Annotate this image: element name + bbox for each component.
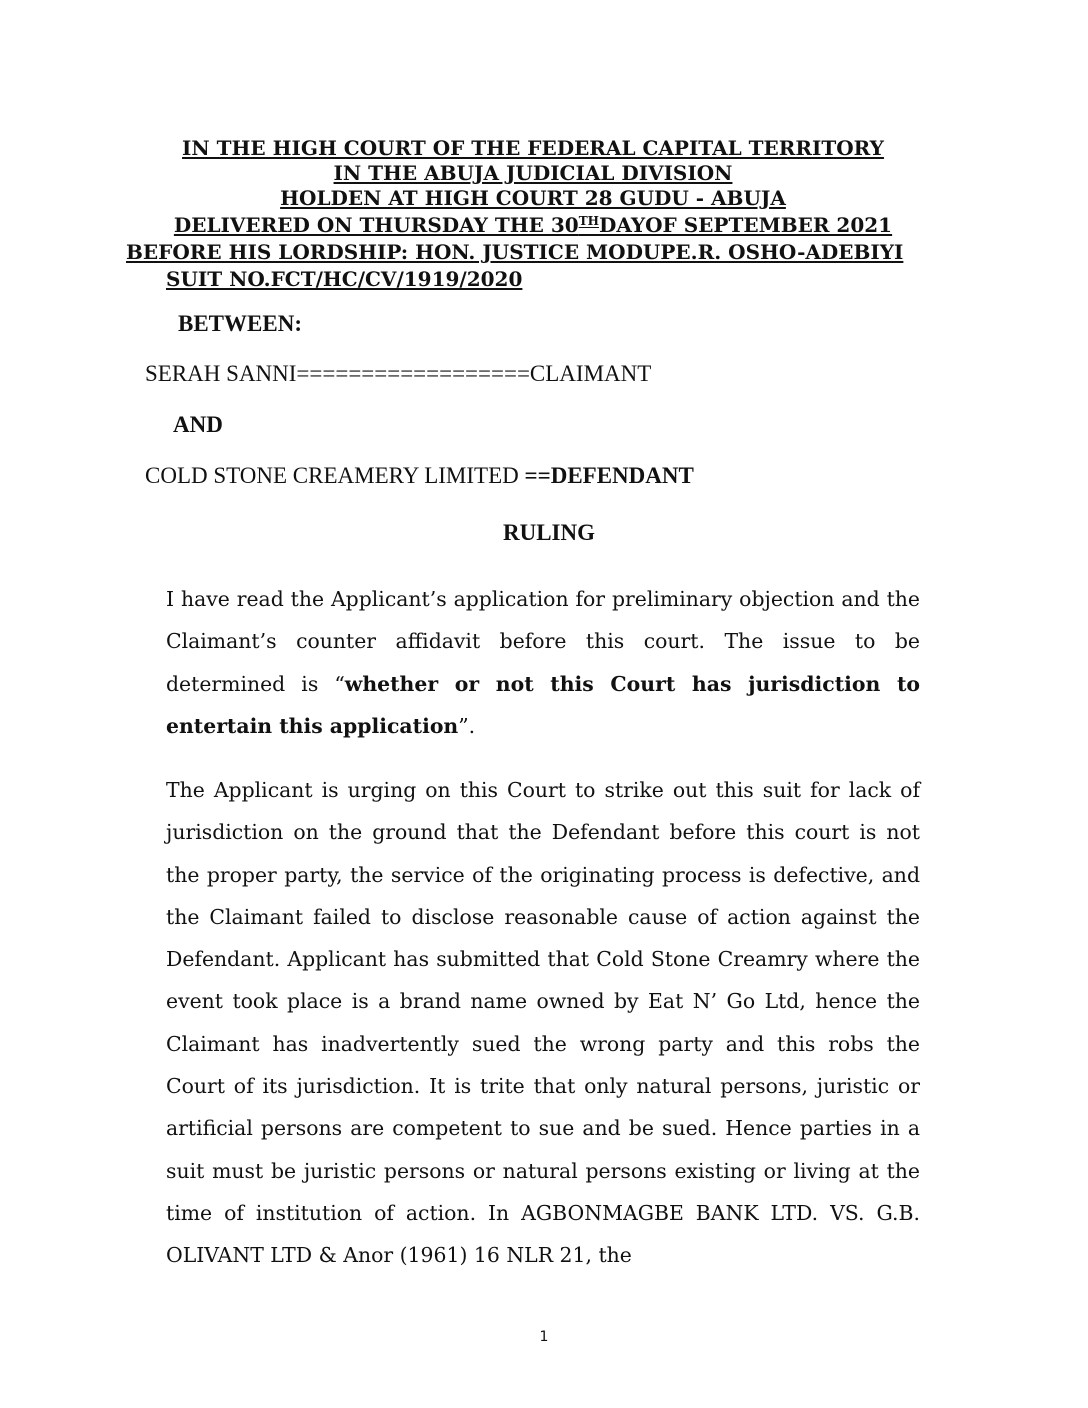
ruling-paragraph-1 bbox=[166, 578, 920, 747]
and-label: AND bbox=[173, 412, 223, 437]
delivery-date bbox=[0, 213, 1066, 237]
ruling-title: RULING bbox=[502, 520, 595, 545]
court-title: IN THE HIGH COURT OF THE FEDERAL CAPITAL TERRITORY bbox=[182, 136, 884, 160]
delivery-date-prefix: DELIVERED ON THURSDAY THE 30 bbox=[173, 213, 579, 237]
defendant-role: ==DEFENDANT bbox=[524, 463, 694, 488]
page-number: 1 bbox=[539, 1329, 549, 1345]
paragraph-1-closing: ”. bbox=[458, 713, 476, 738]
delivery-date-suffix: DAYOF SEPTEMBER 2021 bbox=[598, 213, 893, 237]
claimant-line: SERAH SANNI==================CLAIMANT bbox=[145, 361, 652, 386]
judge-line: BEFORE HIS LORDSHIP: HON. JUSTICE MODUPE.R. OSHO-ADEBIYI bbox=[126, 240, 904, 264]
issue-for-determination: whether or not this Court has jurisdiction to entertain this application bbox=[166, 671, 920, 738]
court-location: HOLDEN AT HIGH COURT 28 GUDU - ABUJA bbox=[280, 186, 786, 210]
judicial-division: IN THE ABUJA JUDICIAL DIVISION bbox=[333, 161, 733, 185]
paragraph-1-text: I have read the Applicant’s application for preliminary objection and the Claimant’s counter affidavit before this court. The issue to be determined is “ bbox=[166, 587, 920, 696]
defendant-name: COLD STONE CREAMERY LIMITED bbox=[145, 463, 525, 488]
delivery-date-superscript: TH bbox=[578, 214, 599, 228]
between-label: BETWEEN: bbox=[178, 311, 302, 336]
suit-number: SUIT NO.FCT/HC/CV/1919/2020 bbox=[166, 267, 523, 291]
defendant-line bbox=[145, 462, 694, 490]
ruling-paragraph-2: The Applicant is urging on this Court to strike out this suit for lack of jurisdiction on the ground that the Defendant before this court is not the proper party, the service of the originating process is defective, and the Claimant failed to disclose reasonable cause of action against the Defendant. Applicant has submitted that Cold Stone Creamry where the event took place is a brand name owned by Eat N’ Go Ltd, hence the Claimant has inadvertently sued the wrong party and this robs the Court of its jurisdiction. It is trite that only natural persons, juristic or artificial persons are competent to sue and be sued. Hence parties in a suit must be juristic persons or natural persons existing or living at the time of institution of action. In AGBONMAGBE BANK LTD. VS. G.B. OLIVANT LTD & Anor (1961) 16 NLR 21, the bbox=[166, 778, 920, 1268]
